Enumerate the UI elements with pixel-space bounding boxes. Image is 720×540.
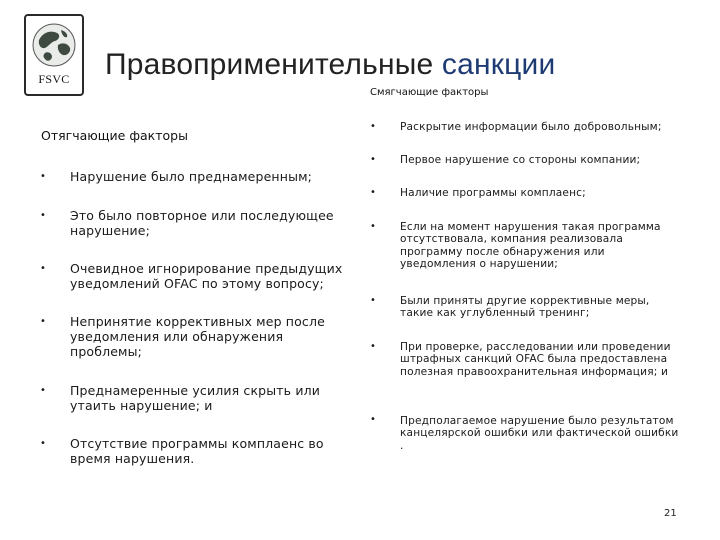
page-number: 21 xyxy=(664,508,677,519)
bullet: • xyxy=(40,316,46,327)
page-title xyxy=(105,48,555,82)
aggravating-item-text: Преднамеренные усилия скрыть или утаить нарушение; и xyxy=(70,383,321,413)
mitigating-heading: Смягчающие факторы xyxy=(370,87,489,98)
mitigating-item-text: Предполагаемое нарушение было результатом канцелярской ошибки или фактической ошибки . xyxy=(400,415,679,452)
bullet: • xyxy=(370,221,376,232)
bullet: • xyxy=(370,154,376,165)
bullet: • xyxy=(40,171,46,182)
aggravating-item-text: Непринятие коррективных мер после уведомления или обнаружения проблемы; xyxy=(70,314,325,359)
bullet: • xyxy=(370,295,376,306)
mitigating-item-text: Были приняты другие коррективные меры, такие как углубленный тренинг; xyxy=(400,295,650,320)
bullet: • xyxy=(370,414,376,425)
aggravating-item-text: Очевидное игнорирование предыдущих уведомлений OFAC по этому вопросу; xyxy=(70,261,343,291)
bullet: • xyxy=(40,210,46,221)
mitigating-item-text: Раскрытие информации было добровольным; xyxy=(400,121,662,133)
title-part-main: Правоприменительные xyxy=(105,48,442,81)
mitigating-item-text: Если на момент нарушения такая программа отсутствовала, компания реализовала программу после обнаружения или уведомления о нарушении; xyxy=(400,221,661,271)
aggravating-item-text: Нарушение было преднамеренным; xyxy=(70,169,313,184)
bullet: • xyxy=(370,121,376,132)
aggravating-item-text: Это было повторное или последующее нарушение; xyxy=(70,208,334,238)
logo-text: FSVC xyxy=(38,72,70,86)
bullet: • xyxy=(40,438,46,449)
bullet: • xyxy=(370,341,376,352)
globe-icon xyxy=(31,22,77,68)
mitigating-item-text: При проверке, расследовании или проведении штрафных санкций OFAC была предоставлена полезная правоохранительная информация; и xyxy=(400,341,671,378)
fsvc-logo xyxy=(24,14,84,96)
aggravating-heading: Отягчающие факторы xyxy=(41,128,188,143)
bullet: • xyxy=(370,187,376,198)
mitigating-item-text: Первое нарушение со стороны компании; xyxy=(400,154,641,166)
title-part-accent: санкции xyxy=(441,48,556,81)
bullet: • xyxy=(40,385,46,396)
aggravating-item-text: Отсутствие программы комплаенс во время нарушения. xyxy=(70,436,324,466)
bullet: • xyxy=(40,263,46,274)
mitigating-item-text: Наличие программы комплаенс; xyxy=(400,187,586,199)
